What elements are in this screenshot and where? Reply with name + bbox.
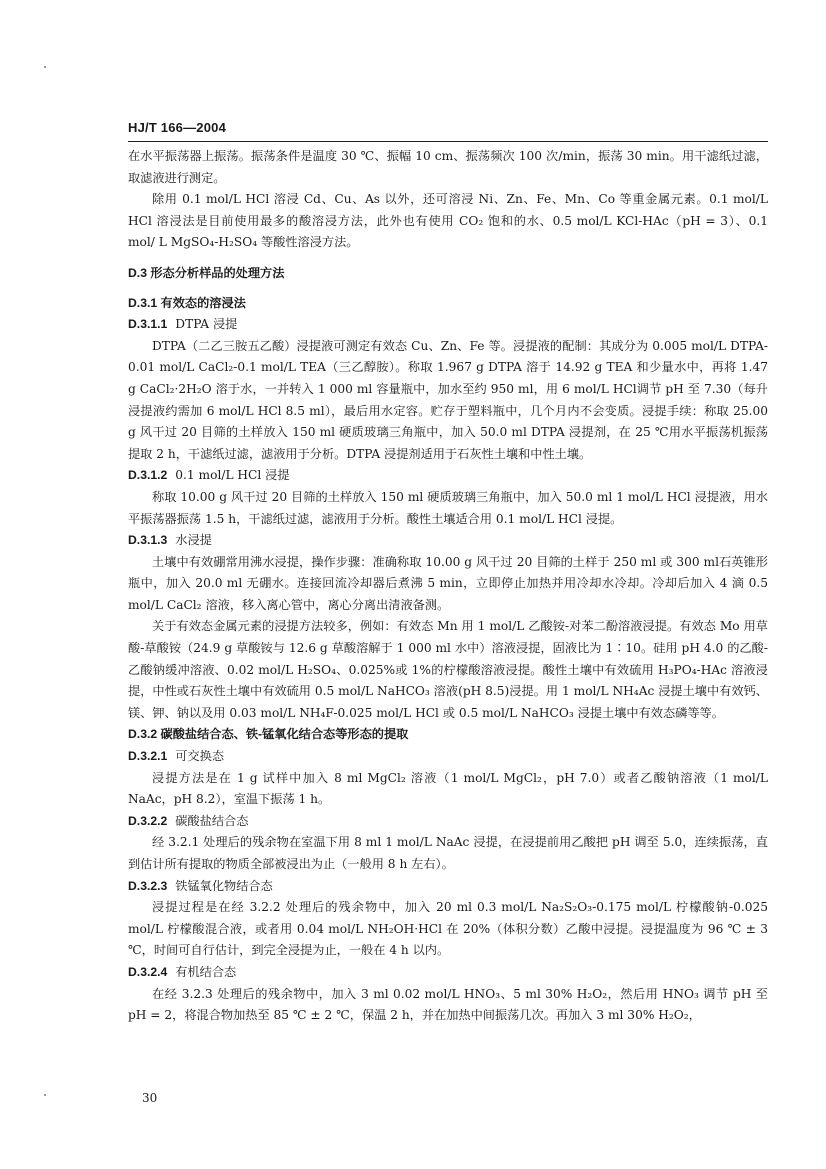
header-rule: [128, 141, 768, 142]
clause-number: D.3.2.1: [128, 749, 168, 764]
clause-heading: [128, 876, 768, 898]
clause-title: 水浸提: [175, 533, 212, 548]
clause-heading: [128, 314, 768, 336]
clause-title: 有机结合态: [175, 964, 237, 979]
body-paragraph: 在经 3.2.3 处理后的残余物中，加入 3 ml 0.02 mol/L HNO₃、5 ml 30% H₂O₂，然后用 HNO₃ 调节 pH 至 pH = 2，将混合物加热至 85 ℃ ± 2 ℃，保温 2 h，并在加热中间振荡几次。再加入 3 ml 30% H₂O₂，: [128, 986, 768, 1023]
section-heading: D.3 形态分析样品的处理方法: [128, 265, 285, 280]
clause-title: 碳酸盐结合态: [175, 813, 249, 828]
clause-number: D.3.2.3: [128, 878, 168, 893]
clause-number: D.3.2.4: [128, 964, 168, 979]
clause-number: D.3.1.3: [128, 533, 168, 548]
body-paragraph: 经 3.2.1 处理后的残余物在室温下用 8 ml 1 mol/L NaAc 浸提，在浸提前用乙酸把 pH 调至 5.0，连续振荡，直到估计所有提取的物质全部被浸出为止（一般用 8 h 左右）。: [128, 835, 768, 871]
clause-title: 0.1 mol/L HCl 浸提: [175, 468, 290, 483]
scan-speck: [44, 1094, 46, 1096]
clause-number: D.3.2.2: [128, 813, 168, 828]
clause-heading: [128, 746, 768, 768]
body-paragraph: 关于有效态金属元素的浸提方法较多，例如：有效态 Mn 用 1 mol/L 乙酸铵-对苯二酚溶液浸提。有效态 Mo 用草酸-草酸铵（24.9 g 草酸铵与 12.6 g 草酸溶解于 1 000 ml 水中）溶液浸提，固液比为 1∶10。硅用 pH 4.0 的乙酸-乙酸钠缓冲溶液、0.02 mol/L H₂SO₄、0.025%或 1%的柠檬酸溶液浸提。酸性土壤中有效硫用 H₃PO₄-HAc 溶液浸提，中性或石灰性土壤中有效硫用 0.5 mol/L NaHCO₃ 溶液(pH 8.5)浸提。用 1 mol/L NH₄Ac 浸提土壤中有效钙、镁、钾、钠以及用 0.03 mol/L NH₄F-0.025 mol/L HCl 或 0.5 mol/L NaHCO₃ 浸提土壤中有效态磷等等。: [128, 619, 768, 720]
clause-heading: [128, 811, 768, 833]
document-body: [128, 146, 768, 1027]
clause-number: D.3.1.1: [128, 317, 168, 332]
body-paragraph: 称取 10.00 g 风干过 20 目筛的土样放入 150 ml 硬质玻璃三角瓶中，加入 50.0 ml 1 mol/L HCl 浸提液，用水平振荡器振荡 1.5 h，干滤纸过滤，滤液用于分析。酸性土壤适合用 0.1 mol/L HCl 浸提。: [128, 489, 768, 526]
clause-title: 可交换态: [175, 749, 225, 764]
clause-heading: [128, 465, 768, 487]
clause-title: 铁锰氧化物结合态: [175, 878, 273, 893]
clause-heading: [128, 530, 768, 552]
subsection-heading: D.3.1 有效态的溶浸法: [128, 295, 246, 310]
body-paragraph: 除用 0.1 mol/L HCl 溶浸 Cd、Cu、As 以外，还可溶浸 Ni、Zn、Fe、Mn、Co 等重金属元素。0.1 mol/L HCl 溶浸法是目前使用最多的酸溶浸方法，此外也有使用 CO₂ 饱和的水、0.5 mol/L KCl-HAc（pH = 3）、0.1 mol/ L MgSO₄-H₂SO₄ 等酸性溶浸方法。: [128, 192, 768, 250]
body-paragraph: 浸提过程是在经 3.2.2 处理后的残余物中，加入 20 ml 0.3 mol/L Na₂S₂O₃-0.175 mol/L 柠檬酸钠-0.025 mol/L 柠檬酸混合液，或者用 0.04 mol/L NH₂OH·HCl 在 20%（体积分数）乙酸中浸提。浸提温度为 96 ℃ ± 3 ℃，时间可自行估计，到完全浸提为止，一般在 4 h 以内。: [128, 900, 768, 958]
body-paragraph: 土壤中有效硼常用沸水浸提，操作步骤：准确称取 10.00 g 风干过 20 目筛的土样于 250 ml 或 300 ml石英锥形瓶中，加入 20.0 ml 无硼水。连接回流冷却器后煮沸 5 min，立即停止加热并用冷却水冷却。冷却后加入 4 滴 0.5 mol/L CaCl₂ 溶液，移入离心管中，离心分离出清液备测。: [128, 554, 768, 612]
standard-code-header: HJ/T 166—2004: [128, 120, 226, 135]
clause-number: D.3.1.2: [128, 468, 168, 483]
body-paragraph: DTPA（二乙三胺五乙酸）浸提液可测定有效态 Cu、Zn、Fe 等。浸提液的配制：其成分为 0.005 mol/L DTPA-0.01 mol/L CaCl₂-0.1 mol/L TEA（三乙醇胺）。称取 1.967 g DTPA 溶于 14.92 g TEA 和少量水中，再将 1.47 g CaCl₂·2H₂O 溶于水，一并转入 1 000 ml 容量瓶中，加水至约 950 ml，用 6 mol/L HCl调节 pH 至 7.30（每升浸提液约需加 6 mol/L HCl 8.5 ml），最后用水定容。贮存于塑料瓶中，几个月内不会变质。浸提手续：称取 25.00 g 风干过 20 目筛的土样放入 150 ml 硬质玻璃三角瓶中，加入 50.0 ml DTPA 浸提剂，在 25 ℃用水平振荡机振荡提取 2 h，干滤纸过滤，滤液用于分析。DTPA 浸提剂适用于石灰性土壤和中性土壤。: [128, 338, 768, 461]
body-paragraph: 浸提方法是在 1 g 试样中加入 8 ml MgCl₂ 溶液（1 mol/L MgCl₂，pH 7.0）或者乙酸钠溶液（1 mol/L NaAc，pH 8.2），室温下振荡 1 h。: [128, 770, 768, 807]
clause-title: DTPA 浸提: [175, 317, 238, 332]
scan-speck: [44, 66, 46, 68]
page-number: 30: [142, 1091, 158, 1105]
subsection-heading: D.3.2 碳酸盐结合态、铁-锰氧化结合态等形态的提取: [128, 727, 409, 742]
body-paragraph: 在水平振荡器上振荡。振荡条件是温度 30 ℃、振幅 10 cm、振荡频次 100 次/min，振荡 30 min。用干滤纸过滤，取滤液进行测定。: [128, 149, 768, 185]
clause-heading: [128, 962, 768, 984]
